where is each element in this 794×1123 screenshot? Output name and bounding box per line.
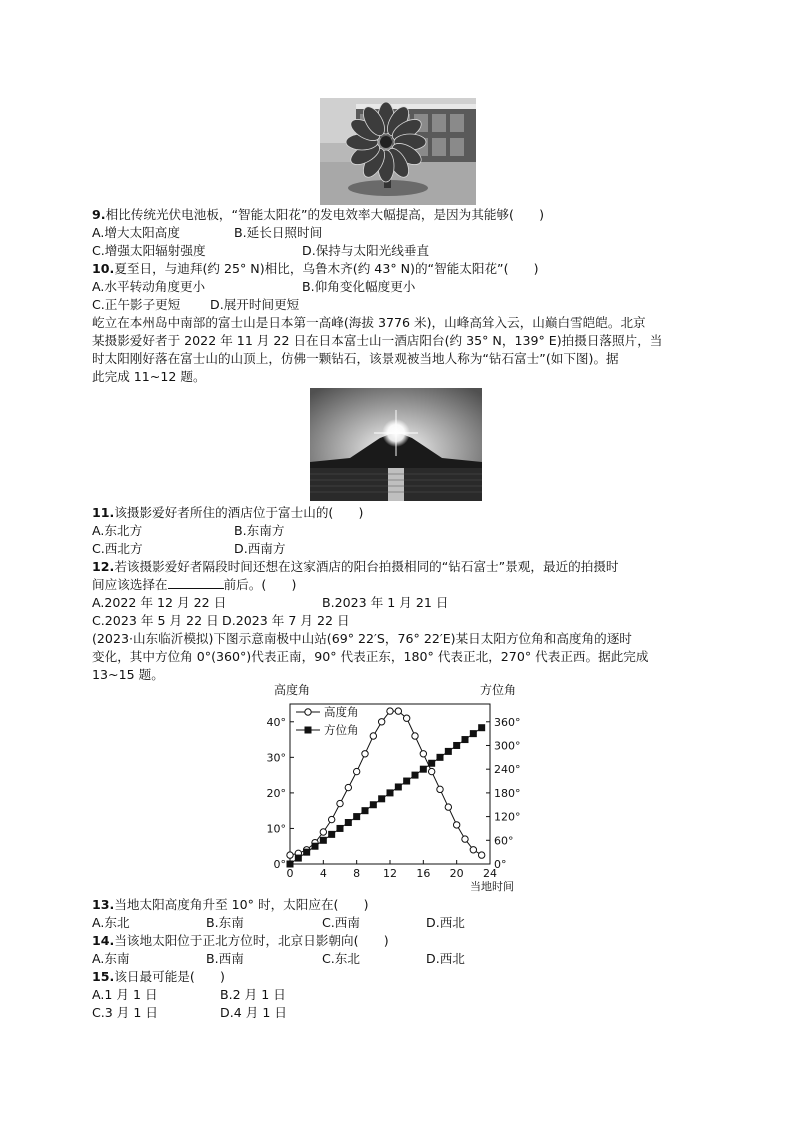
q10-option-a[interactable]: A.水平转动角度更小	[92, 279, 206, 294]
q14-option-d[interactable]: D.西北	[426, 951, 465, 966]
passage2-line-3: 时太阳刚好落在富士山的山顶上，仿佛一颗钻石，该景观被当地人称为“钻石富士”(如下图)。据	[92, 351, 619, 366]
chart-legend	[296, 705, 359, 737]
altitude-point	[362, 751, 368, 757]
altitude-point	[378, 719, 384, 725]
q13-number: 13.	[92, 897, 115, 912]
altitude-point	[395, 708, 401, 714]
q12-text-a: 若该摄影爱好者隔段时间还想在这家酒店的阳台拍摄相同的“钻石富士”景观，最近的拍摄时	[114, 559, 619, 574]
q12-option-c[interactable]: C.2023 年 5 月 22 日	[92, 613, 219, 628]
q12-answer-blank[interactable]	[168, 576, 224, 589]
q11-option-b[interactable]: B.东南方	[234, 523, 285, 538]
altitude-point	[412, 733, 418, 739]
altitude-point	[478, 852, 484, 858]
right-tick-label: 60°	[494, 834, 514, 848]
sun-angle-chart-svg	[252, 680, 552, 895]
altitude-point	[353, 768, 359, 774]
azimuth-point	[445, 748, 452, 755]
q10-option-b[interactable]: B.仰角变化幅度更小	[302, 279, 416, 294]
q14-option-c[interactable]: C.东北	[322, 951, 360, 966]
q9-option-b[interactable]: B.延长日照时间	[234, 225, 323, 240]
azimuth-point	[337, 825, 344, 832]
azimuth-point	[462, 736, 469, 743]
legend-azimuth-marker	[305, 727, 312, 734]
sun-angle-chart	[252, 680, 552, 895]
altitude-point	[420, 751, 426, 757]
q10-number: 10.	[92, 261, 115, 276]
smart-sunflower-photo	[320, 98, 476, 205]
q12-number: 12.	[92, 559, 115, 574]
right-tick-label: 0°	[494, 858, 507, 871]
q14-option-b[interactable]: B.西南	[206, 951, 244, 966]
q10-option-d[interactable]: D.展开时间更短	[210, 297, 300, 312]
right-tick-label: 240°	[494, 763, 521, 777]
altitude-point	[403, 715, 409, 721]
q11-number: 11.	[92, 505, 115, 520]
q12-text-c: 前后。( )	[223, 577, 297, 592]
azimuth-point	[378, 795, 385, 802]
q14-number: 14.	[92, 933, 115, 948]
passage2-line-2: 某摄影爱好者于 2022 年 11 月 22 日在日本富士山一酒店阳台(约 35° N，139° E)拍摄日落照片，当	[92, 333, 663, 348]
azimuth-point	[370, 801, 377, 808]
left-tick-label: 10°	[266, 822, 286, 836]
altitude-point	[437, 786, 443, 792]
altitude-point	[328, 816, 334, 822]
q12-text-b: 间应该选择在	[92, 577, 168, 592]
q9-option-c[interactable]: C.增强太阳辐射强度	[92, 243, 206, 258]
x-tick-label: 0	[286, 867, 294, 880]
q9-option-a[interactable]: A.增大太阳高度	[92, 225, 180, 240]
diamond-fuji-photo	[310, 388, 482, 501]
q11-option-a[interactable]: A.东北方	[92, 523, 143, 538]
q15-option-c[interactable]: C.3 月 1 日	[92, 1005, 159, 1020]
left-axis-label: 高度角	[274, 683, 311, 697]
q13-option-b[interactable]: B.东南	[206, 915, 244, 930]
q11-option-d[interactable]: D.西南方	[234, 541, 286, 556]
q10-option-c[interactable]: C.正午影子更短	[92, 297, 181, 312]
azimuth-point	[353, 813, 360, 820]
q9-option-d[interactable]: D.保持与太阳光线垂直	[302, 243, 430, 258]
right-tick-label: 300°	[494, 739, 521, 753]
right-tick-label: 120°	[494, 810, 521, 824]
q13-text: 当地太阳高度角升至 10° 时，太阳应在( )	[114, 897, 369, 912]
altitude-point	[453, 822, 459, 828]
altitude-point	[428, 768, 434, 774]
left-tick-label: 40°	[266, 715, 286, 729]
azimuth-point	[453, 742, 460, 749]
azimuth-point	[303, 849, 310, 856]
azimuth-point	[412, 772, 419, 779]
q15-stem	[92, 968, 225, 985]
legend-altitude-label: 高度角	[324, 705, 359, 719]
q11-option-c[interactable]: C.西北方	[92, 541, 143, 556]
q9-stem	[92, 206, 544, 223]
altitude-point	[387, 708, 393, 714]
q13-option-a[interactable]: A.东北	[92, 915, 130, 930]
azimuth-point	[328, 831, 335, 838]
passage3-line-3: 13~15 题。	[92, 667, 164, 682]
q15-text: 该日最可能是( )	[114, 969, 225, 984]
altitude-point	[345, 784, 351, 790]
q15-option-a[interactable]: A.1 月 1 日	[92, 987, 158, 1002]
q9-text: 相比传统光伏电池板，“智能太阳花”的发电效率大幅提高，是因为其能够( )	[105, 207, 545, 222]
q14-stem	[92, 932, 389, 949]
q14-text: 当该地太阳位于正北方位时，北京日影朝向( )	[114, 933, 389, 948]
passage2-line-1: 屹立在本州岛中南部的富士山是日本第一高峰(海拔 3776 米)，山峰高耸入云，山巅白雪皑皑。北京	[92, 315, 646, 330]
right-tick-label: 360°	[494, 715, 521, 729]
altitude-point	[370, 733, 376, 739]
x-tick-label: 4	[319, 867, 327, 880]
x-tick-label: 12	[383, 867, 397, 880]
legend-altitude-marker	[305, 709, 311, 715]
q15-option-b[interactable]: B.2 月 1 日	[220, 987, 286, 1002]
altitude-point	[470, 847, 476, 853]
q12-option-b[interactable]: B.2023 年 1 月 21 日	[322, 595, 449, 610]
q15-option-d[interactable]: D.4 月 1 日	[220, 1005, 287, 1020]
azimuth-point	[320, 837, 327, 844]
q14-option-a[interactable]: A.东南	[92, 951, 130, 966]
legend-azimuth-label: 方位角	[324, 723, 359, 737]
left-tick-label: 30°	[266, 751, 286, 765]
azimuth-point	[287, 861, 294, 868]
altitude-point	[445, 804, 451, 810]
altitude-point	[462, 836, 468, 842]
azimuth-series-line	[290, 728, 482, 864]
left-tick-label: 0°	[273, 858, 286, 871]
azimuth-point	[295, 855, 302, 862]
azimuth-point	[470, 730, 477, 737]
altitude-point	[287, 852, 293, 858]
azimuth-point	[387, 789, 394, 796]
azimuth-point	[312, 843, 319, 850]
x-tick-label: 8	[353, 867, 361, 880]
x-axis-label: 当地时间	[470, 880, 514, 893]
altitude-point	[337, 800, 343, 806]
x-tick-label: 24	[483, 867, 497, 880]
x-tick-label: 16	[416, 867, 431, 880]
azimuth-point	[395, 783, 402, 790]
azimuth-point	[478, 724, 485, 731]
q11-text: 该摄影爱好者所住的酒店位于富士山的( )	[114, 505, 364, 520]
q12-stem	[92, 558, 619, 575]
q13-option-d[interactable]: D.西北	[426, 915, 465, 930]
q10-stem	[92, 260, 539, 277]
q11-stem	[92, 504, 363, 521]
azimuth-point	[345, 819, 352, 826]
azimuth-point	[428, 760, 435, 767]
passage2-line-4: 此完成 11~12 题。	[92, 369, 206, 384]
passage3-line-2: 变化，其中方位角 0°(360°)代表正南，90° 代表正东，180° 代表正北，270° 代表正西。据此完成	[92, 649, 649, 664]
passage3-line-1: (2023·山东临沂模拟)下图示意南极中山站(69° 22′S，76° 22′E)某日太阳方位角和高度角的逐时	[92, 631, 632, 646]
azimuth-point	[420, 766, 427, 773]
q13-stem	[92, 896, 369, 913]
right-tick-label: 180°	[494, 786, 521, 800]
q12-option-d[interactable]: D.2023 年 7 月 22 日	[222, 613, 350, 628]
q9-number: 9.	[92, 207, 106, 222]
q12-option-a[interactable]: A.2022 年 12 月 22 日	[92, 595, 227, 610]
q10-text: 夏至日，与迪拜(约 25° N)相比，乌鲁木齐(约 43° N)的“智能太阳花”( )	[114, 261, 539, 276]
altitude-series-line	[290, 711, 482, 855]
q13-option-c[interactable]: C.西南	[322, 915, 360, 930]
left-tick-label: 20°	[266, 786, 286, 800]
azimuth-point	[437, 754, 444, 761]
x-tick-label: 20	[449, 867, 464, 880]
q15-number: 15.	[92, 969, 115, 984]
right-axis-label: 方位角	[480, 683, 517, 697]
q12-stem-line-2	[92, 576, 296, 593]
azimuth-point	[362, 807, 369, 814]
altitude-point	[320, 829, 326, 835]
azimuth-point	[403, 778, 410, 785]
